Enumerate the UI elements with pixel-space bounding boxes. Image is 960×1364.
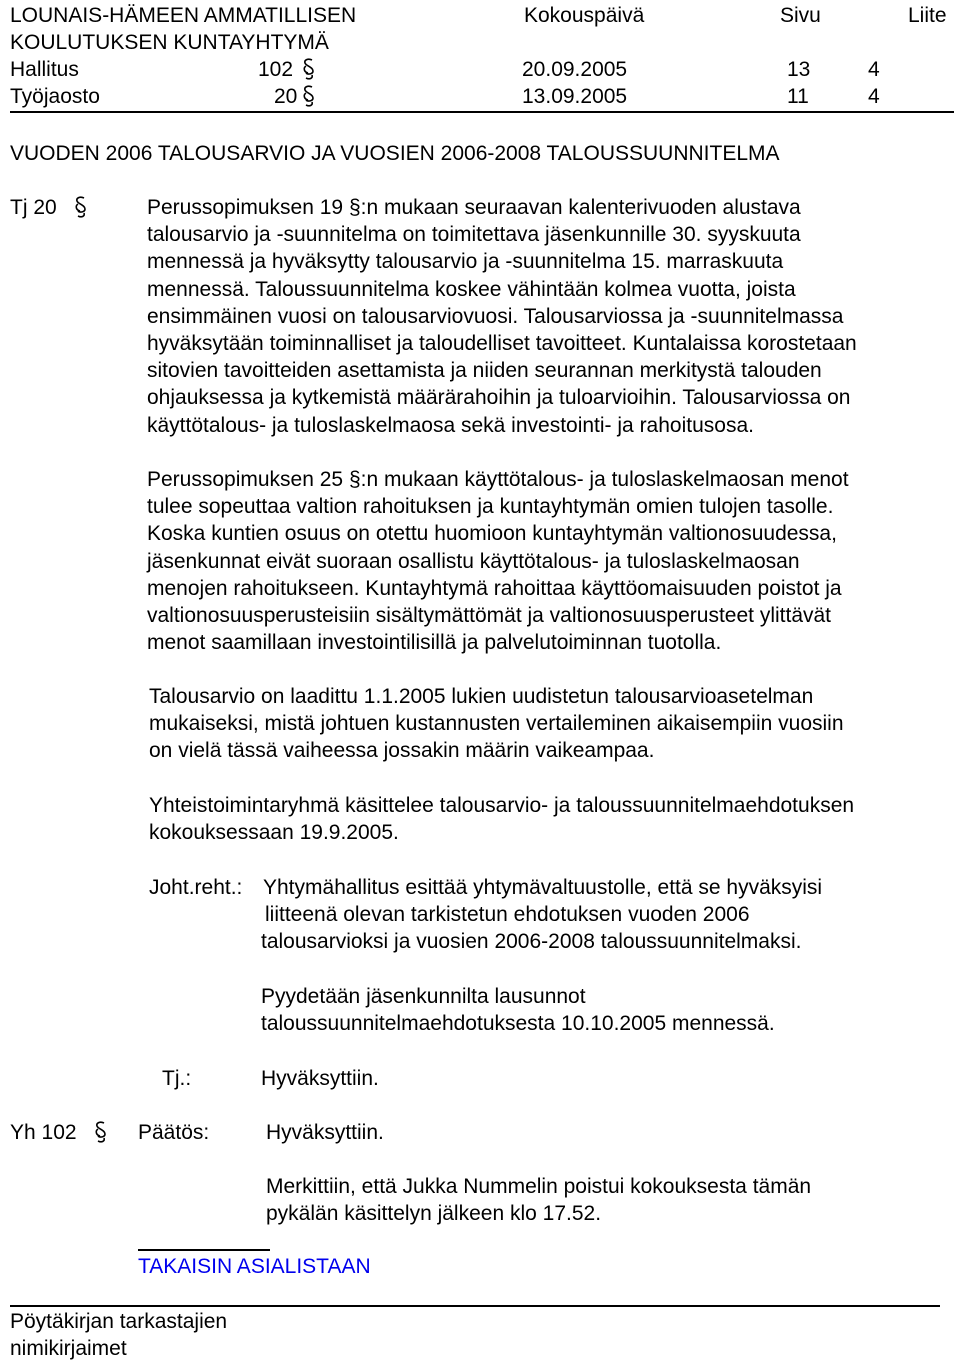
tj-decision-label: Tj.:: [162, 1067, 192, 1090]
section-sign-icon: [70, 194, 92, 221]
tj-decision: Hyväksyttiin.: [261, 1067, 379, 1090]
document-title: VUODEN 2006 TALOUSARVIO JA VUOSIEN 2006-2008 TALOUSSUUNNITELMA: [10, 142, 780, 165]
column-header-appendix: Liite: [908, 4, 947, 27]
header-row-appendix: 4: [868, 85, 880, 108]
column-header-page: Sivu: [780, 4, 821, 27]
text-line: nimikirjaimet: [10, 1337, 127, 1361]
yh-decision-label: Päätös:: [138, 1121, 210, 1144]
proposal-statement-request: [261, 983, 775, 1037]
text-line: valtionosuusperusteisiin sisältymättömät ja valtionosuusperusteet ylittävät: [147, 604, 832, 628]
text-line: mukaiseksi, mistä johtuen kustannusten vertaileminen aikaisempiin vuosiin: [149, 712, 844, 736]
header-row-number: 102: [258, 58, 294, 81]
header-row-page: 13: [787, 58, 811, 81]
column-header-meeting-date: Kokouspäivä: [524, 4, 645, 27]
organization-name-line1: LOUNAIS-HÄMEEN AMMATILLISEN: [10, 4, 357, 27]
text-line: ohjauksessa ja kytkemistä määrärahoihin ja tuloarvioihin. Talousarviossa on: [147, 386, 851, 410]
text-line: Pöytäkirjan tarkastajien: [10, 1310, 228, 1333]
tj-section-label: Tj 20: [10, 196, 57, 219]
yh-section-label: Yh 102: [10, 1121, 77, 1144]
header-row-date: 13.09.2005: [522, 85, 628, 108]
text-line: talousarvio ja -suunnitelma on toimitettava jäsenkunnille 30. syyskuuta: [147, 223, 801, 247]
section-sign-icon: [298, 56, 320, 83]
text-line: Perussopimuksen 25 §:n mukaan käyttötalous- ja tuloslaskelmaosan menot: [147, 468, 849, 491]
paragraph-budget-format: [149, 683, 844, 765]
section-sign-icon: [298, 83, 320, 110]
header-row-body: Hallitus: [10, 58, 79, 81]
text-line: mennessä ja hyväksytty talousarvio ja -suunnitelma 15. marraskuuta: [147, 250, 784, 274]
back-to-agenda-link[interactable]: TAKAISIN ASIALISTAAN: [138, 1255, 371, 1278]
header-row-date: 20.09.2005: [522, 58, 628, 81]
text-line: pykälän käsittelyn jälkeen klo 17.52.: [266, 1202, 602, 1226]
header-row-number: 20: [274, 85, 298, 108]
text-line: Koska kuntien osuus on otettu huomioon kuntayhtymän valtionosuudessa,: [147, 522, 837, 546]
paragraph-cooperation-group: [149, 792, 854, 846]
text-line: mennessä. Taloussuunnitelma koskee vähintään kolmea vuotta, joista: [147, 277, 796, 301]
yh-decision: Hyväksyttiin.: [266, 1121, 384, 1144]
text-line: Yhteistoimintaryhmä käsittelee talousarvio- ja taloussuunnitelmaehdotuksen: [149, 794, 855, 817]
text-line: hyväksytään toiminnalliset ja taloudelliset tavoitteet. Kuntalaissa korostetaan: [147, 332, 857, 356]
header-row-page: 11: [787, 85, 809, 108]
header-divider: [10, 111, 954, 113]
text-line: sitovien tavoitteiden asettamista ja niiden seurannan merkitystä talouden: [147, 359, 822, 383]
section-sign-icon: [90, 1119, 112, 1146]
text-line: tulee sopeuttaa valtion rahoituksen ja kuntayhtymän omien tulojen tasolle.: [147, 495, 834, 519]
proposal-line: Yhtymähallitus esittää yhtymävaltuustolle, että se hyväksyisi: [263, 876, 823, 899]
paragraph-rules-25: [147, 466, 849, 656]
proposal-line: liitteenä olevan tarkistetun ehdotuksen vuoden 2006: [265, 903, 750, 926]
text-line: Talousarvio on laadittu 1.1.2005 lukien uudistetun talousarvioasetelman: [149, 685, 814, 708]
paragraph-rules-19: [147, 194, 857, 439]
text-line: Pyydetään jäsenkunnilta lausunnot: [261, 985, 586, 1008]
text-line: kokouksessaan 19.9.2005.: [149, 821, 399, 845]
text-line: Perussopimuksen 19 §:n mukaan seuraavan kalenterivuoden alustava: [147, 196, 801, 219]
link-underline: [138, 1249, 270, 1251]
proposal-line: talousarvioksi ja vuosien 2006-2008 taloussuunnitelmaksi.: [261, 930, 802, 953]
text-line: ensimmäinen vuosi on talousarviovuosi. Talousarviossa ja -suunnitelmassa: [147, 304, 844, 328]
text-line: Merkittiin, että Jukka Nummelin poistui kokouksesta tämän: [266, 1175, 812, 1198]
yh-note: [266, 1173, 811, 1227]
text-line: menot saamillaan investointilisillä ja palvelutoiminnan tuotolla.: [147, 631, 722, 655]
header-row-body: Työjaosto: [10, 85, 100, 108]
header-row-appendix: 4: [868, 58, 880, 81]
text-line: jäsenkunnat eivät suoraan osallistu käyttötalous- ja tuloslaskelmaosan: [147, 549, 800, 573]
footer-divider: [10, 1305, 940, 1307]
text-line: taloussuunnitelmaehdotuksesta 10.10.2005 mennessä.: [261, 1012, 775, 1036]
text-line: on vielä tässä vaiheessa jossakin määrin vaikeampaa.: [149, 739, 655, 763]
proposal-label: Joht.reht.:: [149, 876, 243, 899]
text-line: menojen rahoitukseen. Kuntayhtymä rahoittaa käyttöomaisuuden poistot ja: [147, 576, 842, 600]
signature-label: [10, 1308, 227, 1362]
organization-name-line2: KOULUTUKSEN KUNTAYHTYMÄ: [10, 31, 329, 54]
text-line: käyttötalous- ja tuloslaskelmaosa sekä investointi- ja rahoitusosa.: [147, 413, 754, 437]
